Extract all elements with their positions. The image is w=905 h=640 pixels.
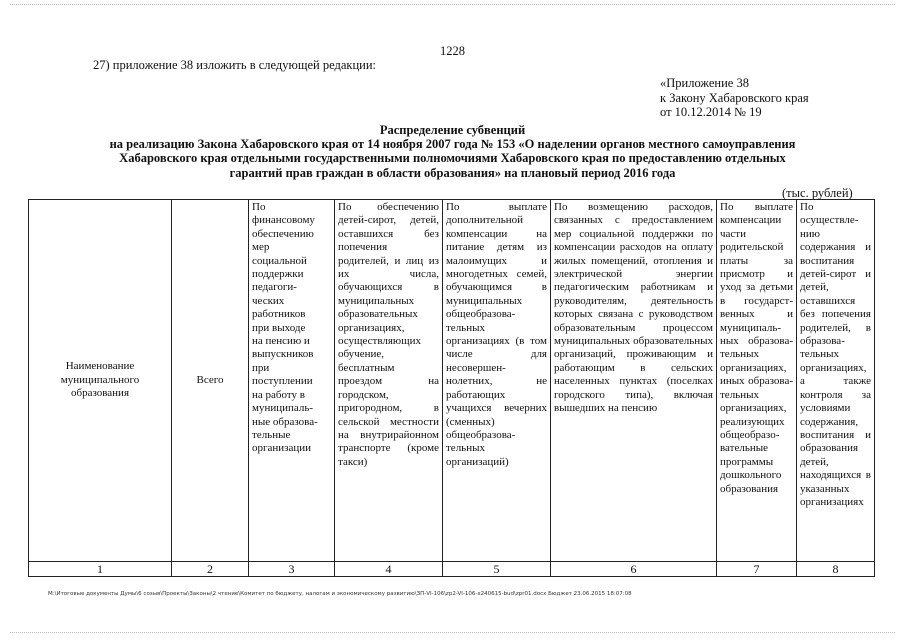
header-text: По финансовому обеспечению мер социальной поддержки педагоги- ческих работников при выходе на пенсию и выпускников при поступлении на работу в муниципаль- ные образова- тельные организации [252, 201, 318, 455]
file-path-footer: M:\Итоговые документы Думы\6 созыв\Проекты\Законы\2 чтение\Комитет по бюджету, налогам и экономическому развитию\ЗП-VI-106\zp2-VI-106-х240615-bud\zpr01.docx Бюджет 23.06.2015 18:07:08 [48, 591, 632, 597]
title-line: Распределение субвенций [379, 123, 526, 137]
column-number: 8 [797, 562, 875, 577]
subsidy-distribution-table [28, 199, 875, 577]
header-text: Всего [196, 373, 224, 386]
table-header-row [29, 200, 875, 562]
document-title [30, 123, 875, 180]
column-number: 2 [172, 562, 249, 577]
header-cell-housing-compensation [551, 200, 717, 562]
column-number: 7 [717, 562, 797, 577]
units-note: (тыс. рублей) [782, 186, 853, 200]
scan-bottom-border [10, 632, 895, 633]
title-line: Хабаровского края отдельными государственными полномочиями Хабаровского края по предоставлению отдельных [119, 151, 786, 166]
header-text: По возмещению расходов, связанных с предоставлением мер социальной поддержки по компенсации расходов на оплату жилых помещений, отопления и электрической энергии педагогическим работникам и руководителям, деятельность которых связана с руководством образовательным процессом муниципальных образовательных организаций, проживающим и работающим в сельских населенных пунктах (поселках городского типа), включая вышедших на пенсию [554, 201, 713, 415]
title-line: на реализацию Закона Хабаровского края от 14 ноября 2007 года № 153 «О наделении органов местного самоуправления [109, 137, 796, 152]
column-number: 4 [335, 562, 443, 577]
header-cell-total [172, 200, 249, 562]
appendix-reference [660, 76, 809, 120]
header-cell-parental-fee [717, 200, 797, 562]
header-cell-municipality [29, 200, 172, 562]
page-number: 1228 [440, 44, 465, 58]
header-cell-teacher-support [249, 200, 335, 562]
header-text: По осуществле-нию содержания и воспитания детей-сирот и детей, оставшихся без попечения родителей, в образова-тельных организациях, а также контроля за условиями содержания, воспитания и образования детей, находящихся в указанных организациях [800, 201, 871, 508]
amendment-instruction: 27) приложение 38 изложить в следующей редакции: [93, 58, 376, 72]
header-cell-orphan-transport [335, 200, 443, 562]
title-line: гарантий прав граждан в области образования» на плановый период 2016 года [229, 165, 676, 180]
column-number: 3 [249, 562, 335, 577]
appendix-line: к Закону Хабаровского края [660, 90, 809, 105]
header-text: По выплате компенсации части родительской платы за присмотр и уход за детьми в государст-венных и муниципаль-ных образова-тельных организациях, иных образова-тельных организациях, реализующих общеобразо-вательные программы дошкольного образования [720, 201, 793, 495]
header-text: По обеспечению детей-сирот, детей, оставшихся без попечения родителей, и лиц из их числа, обучающихся в муниципальных образовательных организациях, осуществляющих обучение, бесплатным проездом на городском, пригородном, в сельской местности на внутрирайонном транспорте (кроме такси) [338, 201, 439, 468]
column-number-row [29, 562, 875, 577]
header-text: По выплате дополнительной компенсации на питание детям из малоимущих и многодетных семей, обучающимся в муниципальных общеобразова-тельных организациях (в том числе для несовершен-нолетних, не работающих учащихся вечерних (сменных) общеобразова-тельных организаций) [446, 201, 547, 468]
appendix-line: от 10.12.2014 № 19 [660, 105, 762, 119]
column-number: 1 [29, 562, 172, 577]
header-cell-meal-compensation [443, 200, 551, 562]
column-number: 6 [551, 562, 717, 577]
scan-top-border [10, 4, 895, 5]
header-text: Наименование муниципального образования [60, 360, 140, 400]
appendix-line: «Приложение 38 [660, 76, 749, 90]
header-cell-orphan-maintenance [797, 200, 875, 562]
column-number: 5 [443, 562, 551, 577]
